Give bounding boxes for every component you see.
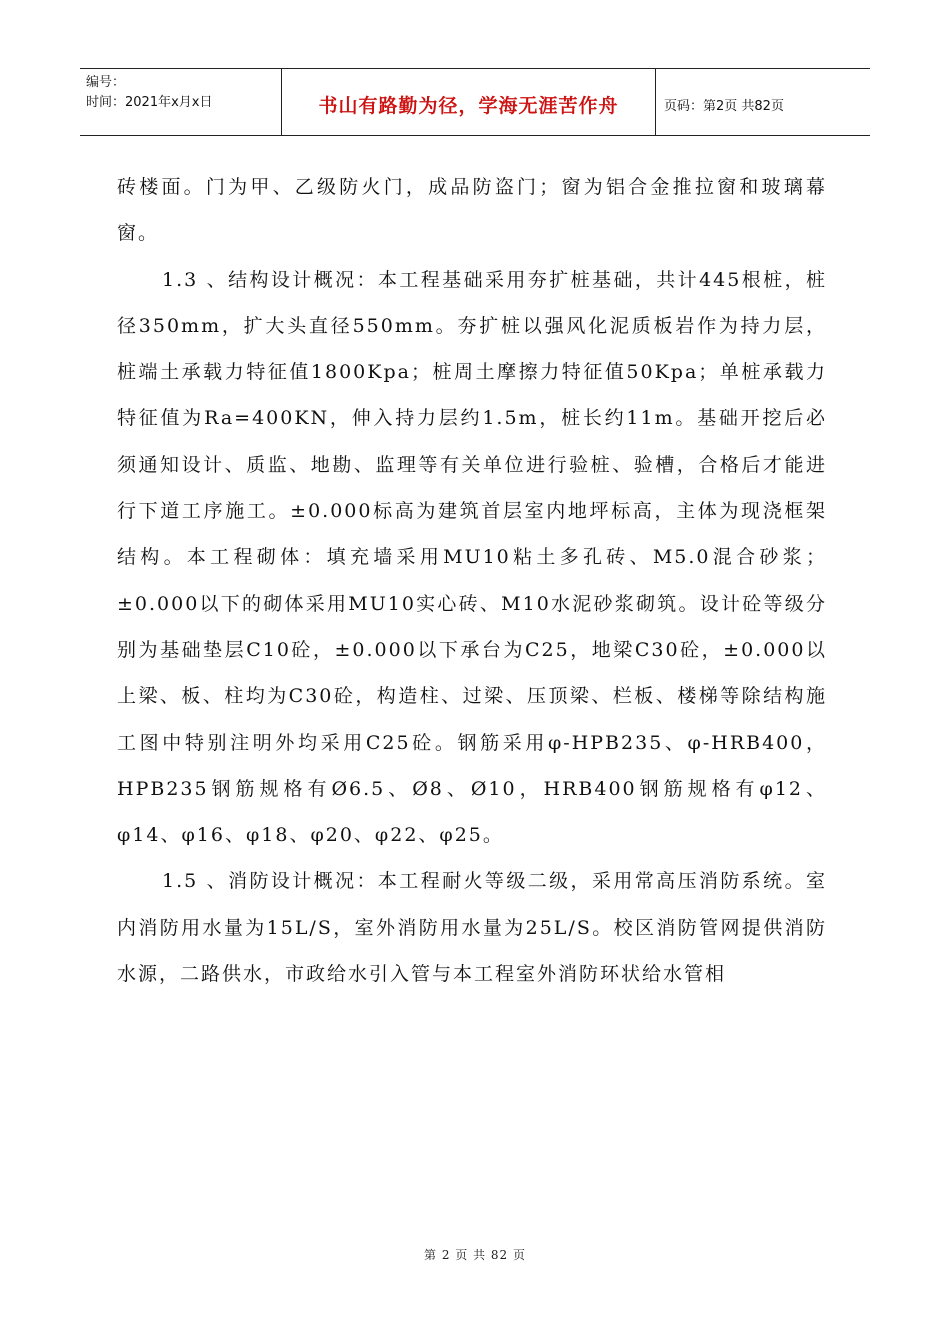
paragraph-structure-design: 1.3 、结构设计概况：本工程基础采用夯扩桩基础，共计445根桩，桩径350mm，扩大头直径550mm。夯扩桩以强风化泥质板岩作为持力层，桩端土承载力特征值1800Kpa；桩周土摩擦力特征值50Kpa；单桩承载力特征值为Ra=400KN，伸入持力层约1.5m，桩长约11m。基础开挖后必须通知设计、质监、地勘、监理等有关单位进行验桩、验槽，合格后才能进行下道工序施工。±0.000标高为建筑首层室内地坪标高，主体为现浇框架结构。本工程砌体：填充墙采用MU10粘土多孔砖、M5.0混合砂浆；±0.000以下的砌体采用MU10实心砖、M10水泥砂浆砌筑。设计砼等级分别为基础垫层C10砼，±0.000以下承台为C25，地梁C30砼，±0.000以上梁、板、柱均为C30砼，构造柱、过梁、压顶梁、栏板、楼梯等除结构施工图中特别注明外均采用C25砼。钢筋采用φ-HPB235、φ-HRB400，HPB235钢筋规格有Ø6.5、Ø8、Ø10，HRB400钢筋规格有φ12、φ14、φ16、φ18、φ20、φ22、φ25。: [117, 268, 827, 847]
header-slogan: 书山有路勤为径，学海无涯苦作舟: [282, 69, 656, 135]
page-footer: 第 2 页 共 82 页: [424, 1248, 526, 1262]
document-number-label: 编号：: [86, 75, 126, 90]
header-page-info: 页码：第2页 共82页: [664, 98, 784, 114]
paragraph-continued: 砖楼面。门为甲、乙级防火门，成品防盗门；窗为铝合金推拉窗和玻璃幕窗。: [117, 176, 827, 245]
paragraph-fire-design: 1.5 、消防设计概况：本工程耐火等级二级，采用常高压消防系统。室内消防用水量为15L/S，室外消防用水量为25L/S。校区消防管网提供消防水源，二路供水，市政给水引入管与本工程室外消防环状给水管相: [117, 870, 827, 986]
document-body: [117, 164, 827, 997]
page-header: [80, 68, 870, 136]
document-time: 时间：2021年x月x日: [86, 95, 213, 110]
header-meta: [80, 69, 282, 135]
